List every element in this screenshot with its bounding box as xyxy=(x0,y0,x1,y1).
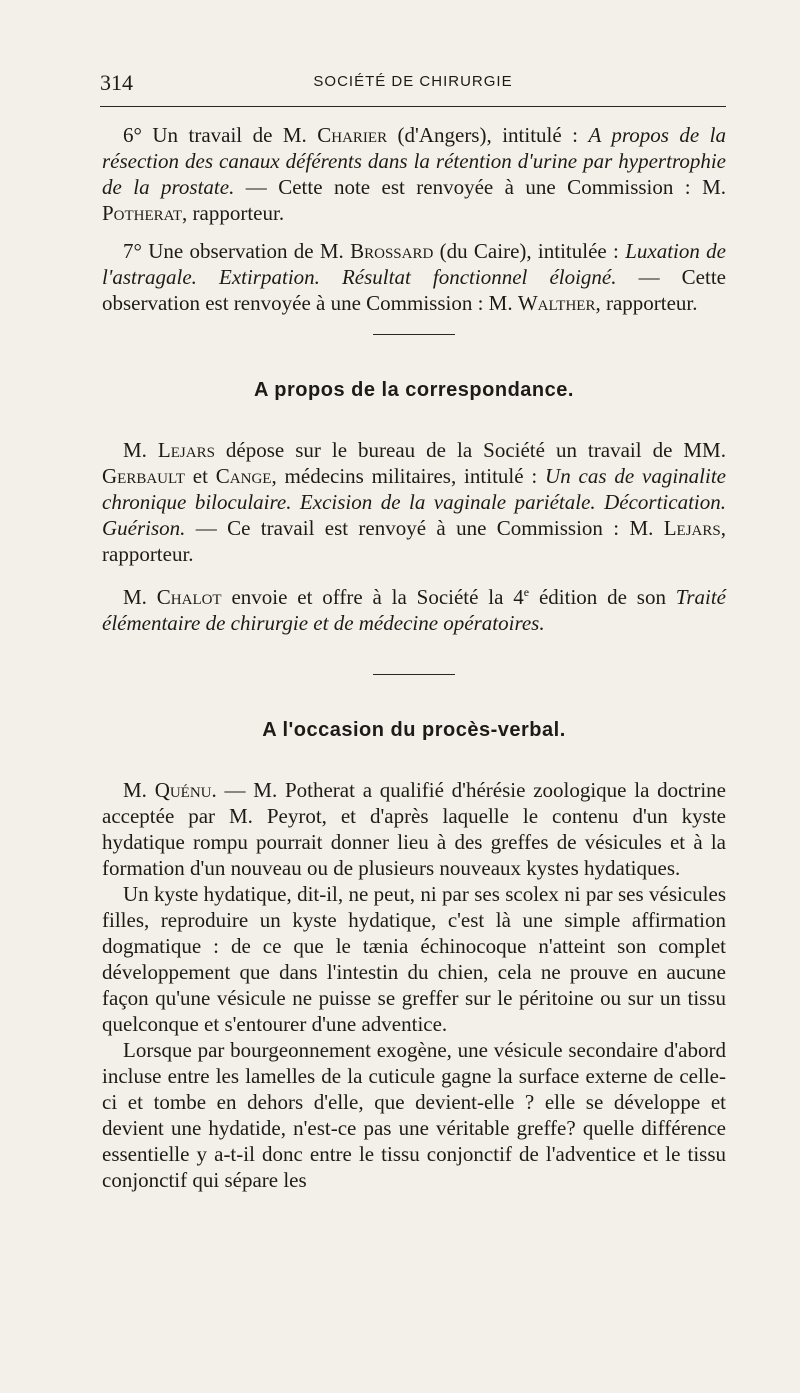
text-run: M. xyxy=(123,438,158,462)
proces-verbal-paragraph-2: Un kyste hydatique, dit-il, ne peut, ni par ses scolex ni par ses vésicules filles, reproduire un kyste hydatique, c'est là une simple affirmation dogmatique : de ce que le tænia échinocoque n'atteint son complet développement que dans l'intestin du chien, cela ne prouve en aucune façon qu'une vésicule ne puisse se greffer sur le péritoine ou sur un tissu quelconque et s'entourer d'une adventice. xyxy=(102,882,726,1036)
author-name: Chalot xyxy=(156,585,222,609)
text-run: , rapporteur. xyxy=(182,201,285,225)
author-name: Gerbault xyxy=(102,464,185,488)
text-run: — Cette note est renvoyée à une Commission : M. xyxy=(234,175,726,199)
work-title: Un cas de vaginalite chronique biloculaire. Excision de la vaginale pariétale. Décortication. Guérison. xyxy=(102,464,726,540)
section-separator xyxy=(373,674,455,675)
text-run: (d'Angers), intitulé : xyxy=(387,123,589,147)
item-6-paragraph xyxy=(102,122,726,226)
correspondance-paragraph-2 xyxy=(102,579,726,636)
author-name: Cange xyxy=(215,464,272,488)
text-run: . — M. Potherat a qualifié d'hérésie zoologique la doctrine acceptée par M. Peyrot, et d'après laquelle le contenu d'un kyste hydatique rompu pourrait donner lieu à des greffes de vésicules et à la formation d'un nouveau ou de plusieurs nouveaux kystes hydatiques. xyxy=(102,778,726,880)
proces-verbal-paragraph-3: Lorsque par bourgeonnement exogène, une vésicule secondaire d'abord incluse entre les lamelles de la cuticule gagne la surface externe de celle-ci et tombe en dehors d'elle, que devient-elle ? elle se développe et devient une hydatide, n'est-ce pas une véritable greffe? quelle différence essentielle y a-t-il donc entre le tissu conjonctif de l'adventice et le tissu conjonctif qui sépare les xyxy=(102,1038,726,1192)
author-name: Lejars xyxy=(157,438,215,462)
text-run: , rapporteur. xyxy=(595,291,698,315)
item-6-number: 6° Un travail de M. xyxy=(123,123,318,147)
correspondance-paragraph-1 xyxy=(102,437,726,567)
text-run: M. xyxy=(123,585,157,609)
running-title: SOCIÉTÉ DE CHIRURGIE xyxy=(313,73,513,90)
text-run: , médecins militaires, intitulé : xyxy=(271,464,546,488)
superscript: e xyxy=(523,585,530,599)
section-separator xyxy=(373,334,455,335)
text-run: édition de son xyxy=(529,585,676,609)
text-run: et xyxy=(184,464,216,488)
page-header xyxy=(100,70,726,100)
text-run: dépose sur le bureau de la Société un travail de MM. xyxy=(214,438,726,462)
item-7-number: 7° Une observation de M. xyxy=(123,239,351,263)
text-run: M. xyxy=(123,778,155,802)
reporter-name: Potherat xyxy=(102,201,183,225)
text-run: — Cette observation est renvoyée à une Commission : M. xyxy=(102,265,726,315)
author-name: Charier xyxy=(317,123,388,147)
text-run: (du Caire), intitulée : xyxy=(433,239,626,263)
reporter-name: Lejars xyxy=(663,516,721,540)
work-title: A propos de la résection des canaux déférents dans la rétention d'urine par hypertrophie de la prostate. xyxy=(102,123,726,199)
header-rule xyxy=(100,106,726,107)
page-number: 314 xyxy=(100,70,133,95)
text-run: , rapporteur. xyxy=(102,516,726,566)
page-body xyxy=(102,122,726,1193)
reporter-name: Walther xyxy=(517,291,596,315)
item-7-paragraph xyxy=(102,238,726,316)
text-run: — Ce travail est renvoyé à une Commission : M. xyxy=(185,516,664,540)
work-title: Traité élémentaire de chirurgie et de médecine opératoires. xyxy=(102,585,726,635)
proces-verbal-paragraph-1 xyxy=(102,777,726,881)
text-run: envoie et offre à la Société la 4 xyxy=(221,585,524,609)
section-heading-proces-verbal: A l'occasion du procès-verbal. xyxy=(262,719,566,741)
speaker-name: Quénu xyxy=(154,778,212,802)
work-title: Luxation de l'astragale. Extirpation. Résultat fonctionnel éloigné. xyxy=(102,239,726,289)
author-name: Brossard xyxy=(350,239,434,263)
section-heading-correspondance: A propos de la correspondance. xyxy=(254,379,574,401)
